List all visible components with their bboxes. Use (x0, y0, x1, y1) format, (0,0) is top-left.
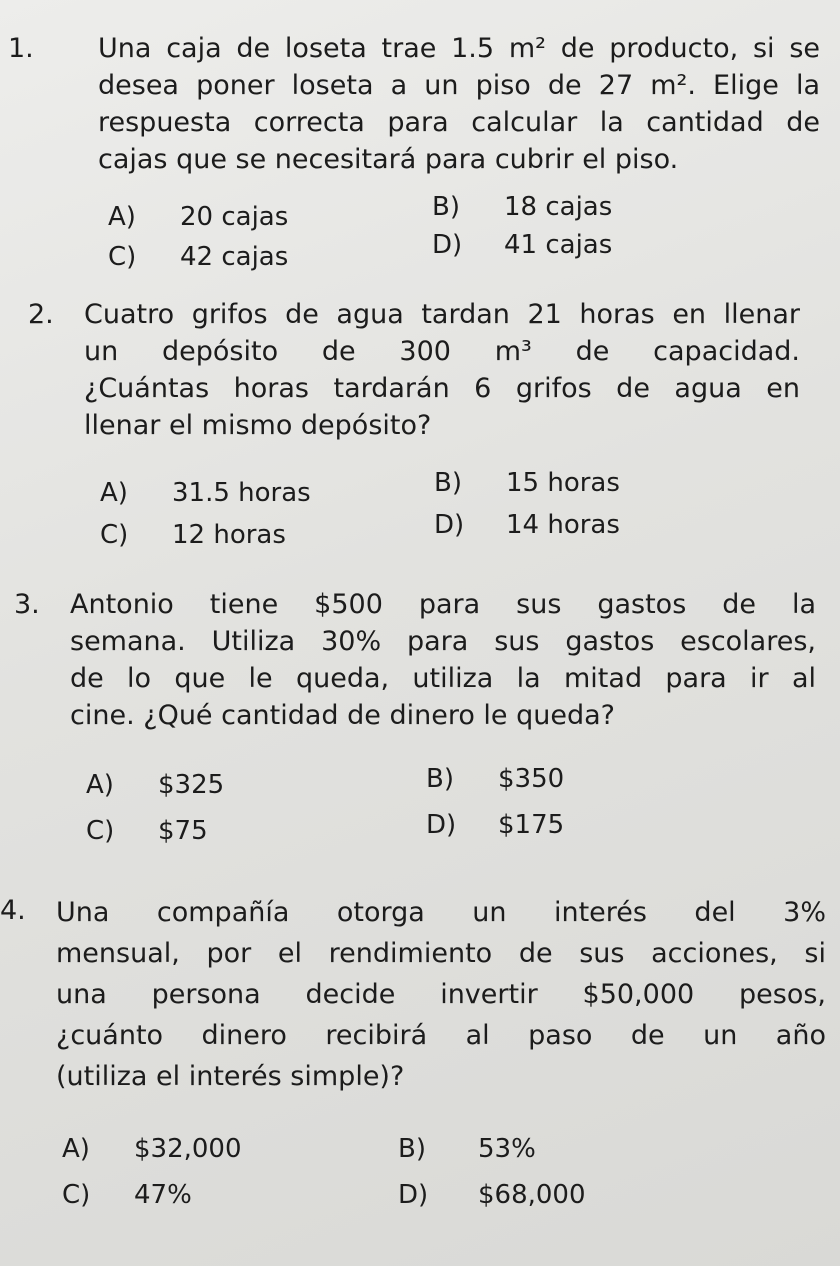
question-line: desea poner loseta a un piso de 27 m². Elige la (98, 70, 820, 101)
option-letter: C) (86, 816, 115, 846)
option-text: 53% (478, 1134, 536, 1164)
option-text: 31.5 horas (172, 478, 311, 508)
option-b[interactable] (434, 466, 620, 500)
option-text: 42 cajas (180, 242, 289, 272)
option-c[interactable] (62, 1178, 192, 1212)
question-text (84, 296, 800, 444)
question-line: (utiliza el interés simple)? (56, 1061, 405, 1092)
option-letter: B) (434, 468, 462, 498)
option-text: $68,000 (478, 1180, 586, 1210)
option-letter: A) (86, 770, 114, 800)
option-b[interactable] (432, 190, 612, 224)
option-letter: D) (426, 810, 457, 840)
question-line: ¿Cuántas horas tardarán 6 grifos de agua en (84, 373, 800, 404)
question-text (98, 30, 820, 178)
question-line: respuesta correcta para calcular la cantidad de (98, 107, 820, 138)
question-line: ¿cuánto dinero recibirá al paso de un año (56, 1020, 826, 1051)
option-text: $325 (158, 770, 225, 800)
question-line: de lo que le queda, utiliza la mitad para ir al (70, 663, 816, 694)
question-line: llenar el mismo depósito? (84, 410, 432, 441)
option-c[interactable] (100, 518, 286, 552)
option-text: 15 horas (506, 468, 620, 498)
option-letter: D) (432, 230, 463, 260)
option-letter: A) (62, 1134, 90, 1164)
option-text: $175 (498, 810, 565, 840)
question-line: Una caja de loseta trae 1.5 m² de producto, si se (98, 33, 820, 64)
question-line: Cuatro grifos de agua tardan 21 horas en llenar (84, 299, 800, 330)
option-d[interactable] (426, 808, 564, 842)
option-text: 47% (134, 1180, 192, 1210)
question-text (56, 892, 826, 1097)
option-a[interactable] (86, 768, 224, 802)
option-letter: D) (434, 510, 465, 540)
question-number: 3. (14, 589, 40, 620)
option-letter: B) (426, 764, 454, 794)
option-letter: A) (108, 202, 136, 232)
option-text: 18 cajas (504, 192, 613, 222)
question-line: cajas que se necesitará para cubrir el piso. (98, 144, 679, 175)
option-letter: A) (100, 478, 128, 508)
question-number: 1. (8, 33, 34, 64)
option-text: $32,000 (134, 1134, 242, 1164)
question-line: un depósito de 300 m³ de capacidad. (84, 336, 800, 367)
option-letter: D) (398, 1180, 429, 1210)
option-text: 14 horas (506, 510, 620, 540)
question-line: una persona decide invertir $50,000 pesos, (56, 979, 826, 1010)
option-a[interactable] (100, 476, 311, 510)
option-text: 20 cajas (180, 202, 289, 232)
option-b[interactable] (398, 1132, 536, 1166)
question-line: cine. ¿Qué cantidad de dinero le queda? (70, 700, 615, 731)
question-number: 4. (0, 895, 26, 926)
option-a[interactable] (62, 1132, 242, 1166)
question-line: mensual, por el rendimiento de sus acciones, si (56, 938, 826, 969)
option-c[interactable] (86, 814, 208, 848)
option-letter: B) (432, 192, 460, 222)
question-line: Una compañía otorga un interés del 3% (56, 897, 826, 928)
option-a[interactable] (108, 200, 288, 234)
option-c[interactable] (108, 240, 288, 274)
option-text: $350 (498, 764, 565, 794)
option-text: 41 cajas (504, 230, 613, 260)
option-letter: C) (100, 520, 129, 550)
option-letter: B) (398, 1134, 426, 1164)
option-d[interactable] (398, 1178, 586, 1212)
option-d[interactable] (432, 228, 612, 262)
option-text: $75 (158, 816, 208, 846)
option-letter: C) (108, 242, 137, 272)
option-b[interactable] (426, 762, 564, 796)
option-text: 12 horas (172, 520, 286, 550)
question-text (70, 586, 816, 734)
question-number: 2. (28, 299, 54, 330)
question-line: Antonio tiene $500 para sus gastos de la (70, 589, 816, 620)
option-d[interactable] (434, 508, 620, 542)
option-letter: C) (62, 1180, 91, 1210)
question-line: semana. Utiliza 30% para sus gastos escolares, (70, 626, 816, 657)
